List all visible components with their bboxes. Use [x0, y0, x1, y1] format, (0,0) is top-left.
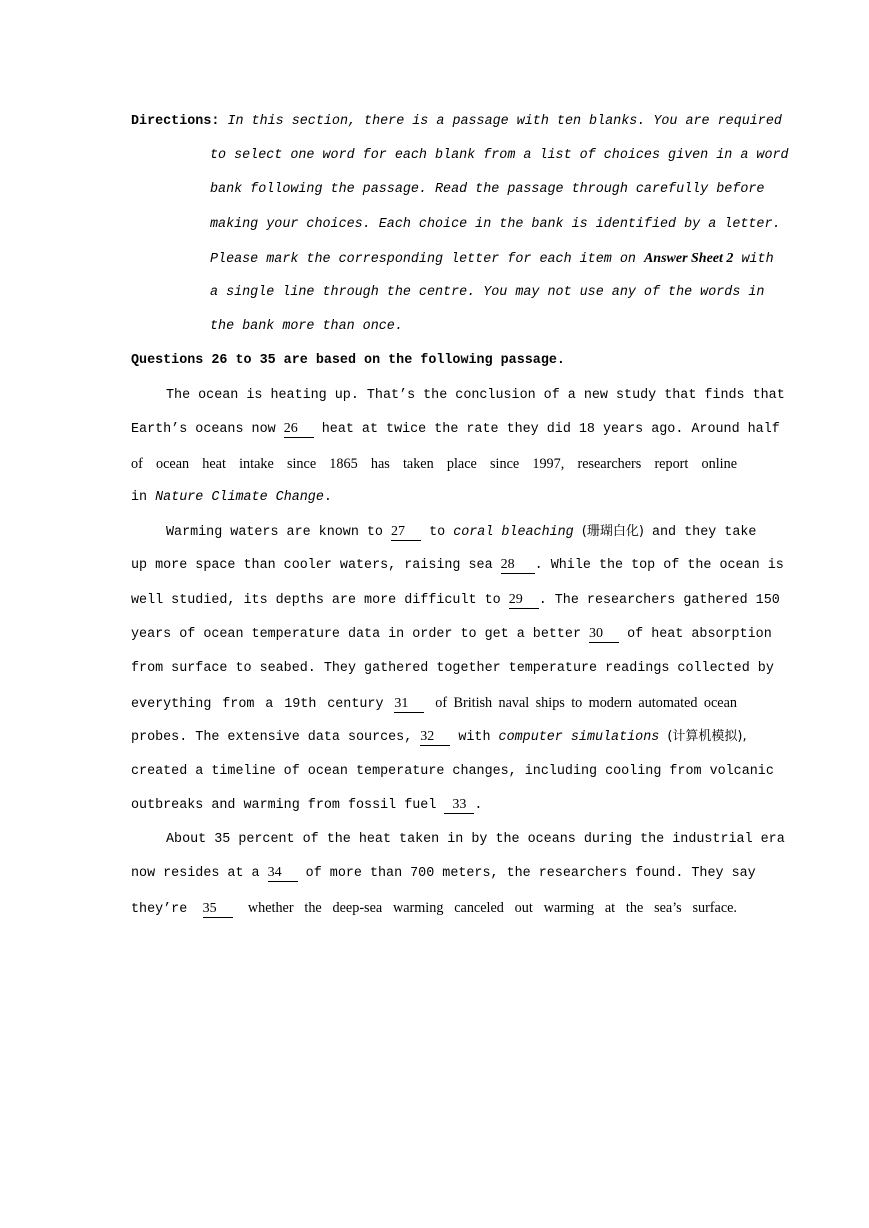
answer-sheet-label: Answer Sheet 2: [643, 250, 734, 266]
passage-line: [131, 587, 780, 621]
passage-text: .: [323, 490, 332, 506]
blank-30[interactable]: 30: [589, 626, 619, 643]
directions-line-7: the bank more than once.: [210, 319, 403, 335]
passage-text: of heat absorption: [627, 626, 772, 642]
blank-31[interactable]: 31: [394, 696, 424, 713]
passage-text: in: [131, 490, 148, 506]
directions-line-5: [131, 245, 774, 279]
blank-34[interactable]: 34: [268, 865, 298, 882]
passage-text: whether the deep-sea warming canceled out warming at the sea’s surface.: [247, 900, 737, 917]
passage-text: of more than 700 meters, the researchers found. They say: [305, 866, 756, 882]
passage-text: years of ocean temperature data in order to get a better: [131, 626, 581, 642]
directions-text: with: [741, 251, 774, 267]
passage-text: they’re: [131, 902, 188, 918]
passage-text: of British naval ships to modern automated ocean: [435, 695, 737, 712]
blank-28[interactable]: 28: [501, 557, 535, 574]
passage-line: [131, 792, 737, 826]
term-coral-bleaching: coral bleaching: [453, 525, 574, 541]
journal-name: Nature Climate Change: [155, 490, 324, 506]
blank-33[interactable]: 33: [444, 797, 474, 814]
passage-text: Earth’s oceans now: [131, 421, 276, 437]
passage-line: of ocean heat intake since 1865 has taken place since 1997, researchers report online: [131, 455, 737, 472]
passage-line: from surface to seabed. They gathered together temperature readings collected by: [131, 661, 774, 676]
blank-35[interactable]: 35: [203, 901, 233, 918]
passage-text: to: [429, 525, 446, 541]
directions-line-2: to select one word for each blank from a list of choices given in a word: [210, 148, 789, 164]
passage-line: About 35 percent of the heat taken in by the oceans during the industrial era: [166, 831, 785, 847]
document-page: [131, 108, 789, 929]
passage-line: [131, 689, 737, 723]
directions-line-1: [131, 108, 782, 142]
chinese-gloss: (计算机模拟),: [667, 729, 747, 745]
term-computer-simulations: computer simulations: [498, 730, 660, 746]
passage-text: well studied, its depths are more difficult to: [131, 592, 501, 608]
blank-29[interactable]: 29: [509, 592, 539, 609]
directions-text: In this section, there is a passage with ten blanks. You are required: [227, 114, 782, 129]
directions-line-4: making your choices. Each choice in the bank is identified by a letter.: [210, 216, 781, 232]
passage-line: created a timeline of ocean temperature changes, including cooling from volcanic: [131, 763, 774, 779]
passage-line: [131, 894, 737, 928]
passage-text: probes. The extensive data sources,: [131, 730, 413, 746]
passage-text: Warming waters are known to: [166, 525, 383, 541]
passage-text: with: [458, 730, 491, 746]
passage-line: [131, 484, 737, 518]
passage-line: [131, 518, 757, 552]
passage-line: [131, 723, 747, 757]
passage-text: .: [474, 797, 483, 813]
directions-line-3: bank following the passage. Read the passage through carefully before: [210, 182, 765, 198]
directions-label: Directions:: [131, 114, 220, 129]
passage-text: up more space than cooler waters, raising sea: [131, 558, 493, 574]
directions-text: Please mark the corresponding letter for each item on: [210, 251, 636, 267]
blank-32[interactable]: 32: [420, 729, 450, 746]
passage-text: outbreaks and warming from fossil fuel: [131, 797, 437, 813]
passage-line: [131, 860, 756, 894]
blank-26[interactable]: 26: [284, 421, 314, 438]
chinese-gloss: (珊瑚白化): [581, 524, 644, 540]
passage-text: . The researchers gathered 150: [538, 592, 780, 608]
passage-text: now resides at a: [131, 866, 260, 882]
questions-heading: Questions 26 to 35 are based on the following passage.: [131, 353, 565, 369]
passage-line: [131, 621, 772, 655]
passage-line: The ocean is heating up. That’s the conclusion of a new study that finds that: [166, 387, 785, 403]
passage-text: heat at twice the rate they did 18 years ago. Around half: [321, 421, 780, 437]
passage-line: [131, 416, 780, 450]
blank-27[interactable]: 27: [391, 524, 421, 541]
directions-line-6: a single line through the centre. You may not use any of the words in: [210, 284, 765, 300]
passage-text: . While the top of the ocean is: [534, 558, 784, 574]
passage-line: [131, 552, 784, 586]
passage-text: everything from a 19th century: [131, 697, 384, 713]
passage-text: and they take: [651, 525, 757, 541]
